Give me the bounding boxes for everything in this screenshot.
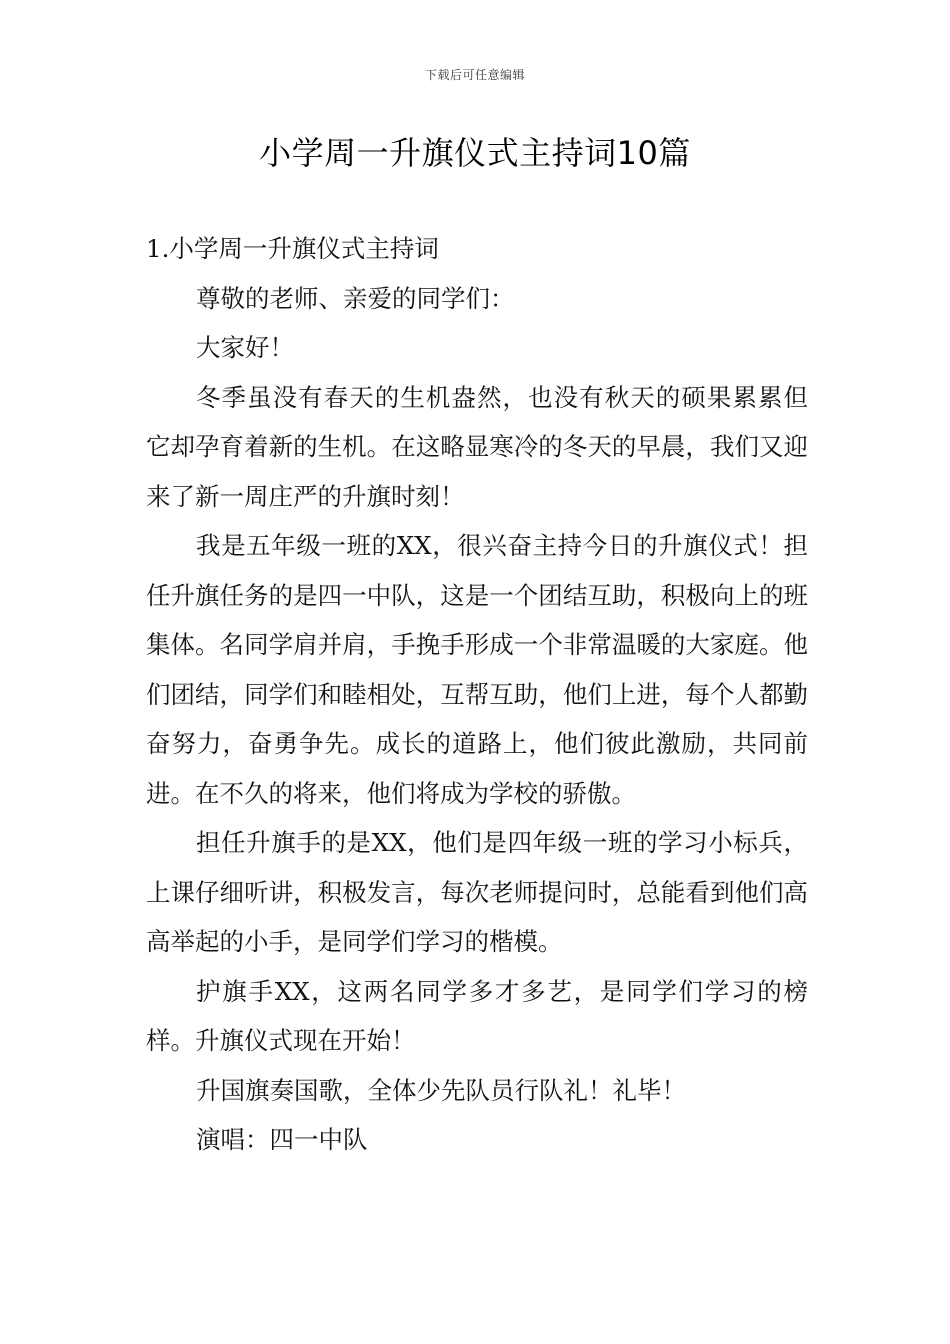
- body-paragraph: 冬季虽没有春天的生机盎然，也没有秋天的硕果累累但它却孕育着新的生机。在这略显寒冷的冬天的早晨，我们又迎来了新一周庄严的升旗时刻！: [146, 382, 808, 511]
- body-paragraph: 我是五年级一班的XX，很兴奋主持今日的升旗仪式！担任升旗任务的是四一中队，这是一个团结互助，积极向上的班集体。名同学肩并肩，手挽手形成一个非常温暖的大家庭。他们团结，同学们和睦相处，互帮互助，他们上进，每个人都勤奋努力，奋勇争先。成长的道路上，他们彼此激励，共同前进。在不久的将来，他们将成为学校的骄傲。: [146, 531, 808, 808]
- body-paragraph: 升国旗奏国歌，全体少先队员行队礼！礼毕！: [196, 1075, 686, 1105]
- body-paragraph: 护旗手XX，这两名同学多才多艺，是同学们学习的榜样。升旗仪式现在开始！: [146, 976, 808, 1055]
- body-paragraph: 演唱：四一中队: [196, 1125, 368, 1154]
- greeting-paragraph: 尊敬的老师、亲爱的同学们：: [196, 283, 515, 313]
- header-note: 下载后可任意编辑: [424, 68, 525, 82]
- body-paragraph: 担任升旗手的是XX，他们是四年级一班的学习小标兵，上课仔细听讲，积极发言，每次老师提问时，总能看到他们高高举起的小手，是同学们学习的楷模。: [146, 828, 808, 956]
- hello-paragraph: 大家好！: [196, 333, 294, 362]
- section-heading: 1.小学周一升旗仪式主持词: [146, 234, 439, 263]
- document-title: 小学周一升旗仪式主持词10篇: [259, 134, 691, 172]
- document-body: [146, 224, 808, 1165]
